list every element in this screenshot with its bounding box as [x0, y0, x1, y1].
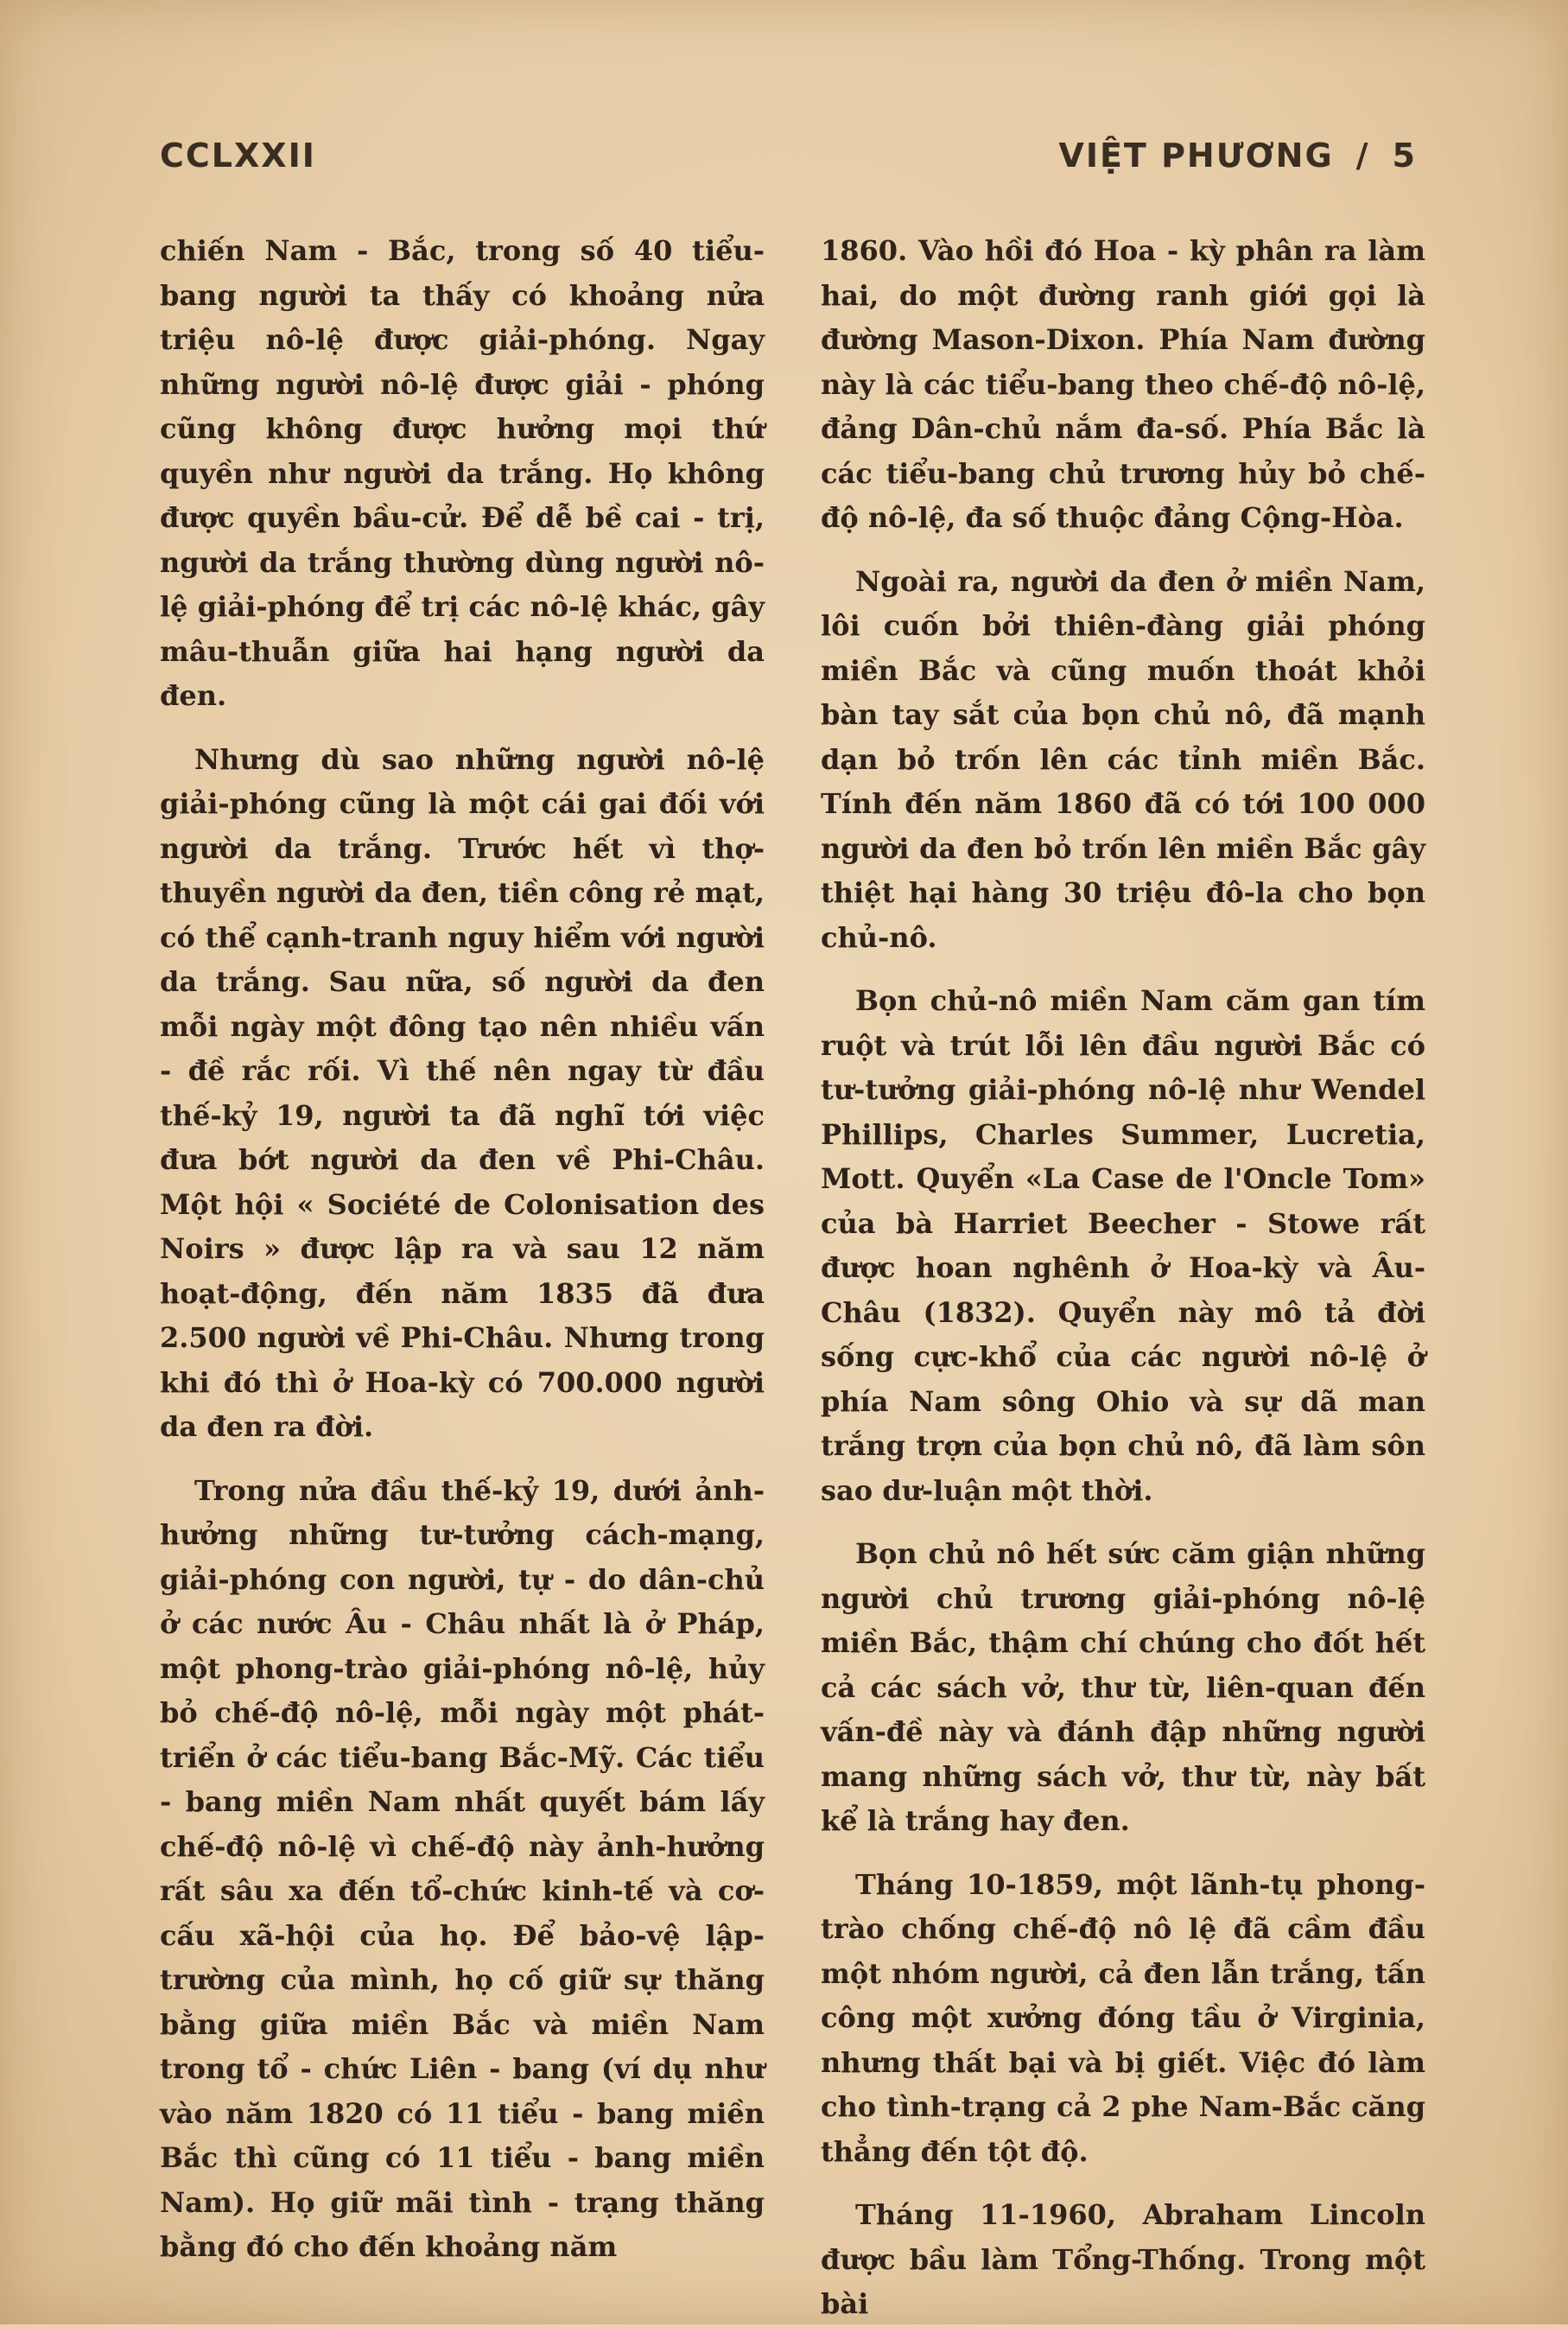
page-code: CCLXXII: [160, 137, 316, 175]
right-column: [821, 229, 1425, 2320]
header-right: [1058, 137, 1417, 175]
paragraph: Trong nửa đầu thế-kỷ 19, dưới ảnh-hưởng những tư-tưởng cách-mạng, giải-phóng con người, tự - do dân-chủ ở các nước Âu - Châu nhất là ở Pháp, một phong-trào giải-phóng nô-lệ, hủy bỏ chế-độ nô-lệ, mỗi ngày một phát-triển ở các tiểu-bang Bắc-Mỹ. Các tiểu - bang miền Nam nhất quyết bám lấy chế-độ nô-lệ vì chế-độ này ảnh-hưởng rất sâu xa đến tổ-chức kinh-tế và cơ-cấu xã-hội của họ. Để bảo-vệ lập-trường của mình, họ cố giữ sự thăng bằng giữa miền Bắc và miền Nam trong tổ - chức Liên - bang (ví dụ như vào năm 1820 có 11 tiểu - bang miền Bắc thì cũng có 11 tiểu - bang miền Nam). Họ giữ mãi tình - trạng thăng bằng đó cho đến khoảng năm: [160, 1473, 765, 2263]
left-column: [160, 229, 765, 2277]
header-separator: /: [1355, 137, 1370, 175]
page-number: 5: [1392, 137, 1417, 175]
paragraph: chiến Nam - Bắc, trong số 40 tiểu-bang người ta thấy có khoảng nửa triệu nô-lệ được giải-phóng. Ngay những người nô-lệ được giải - phóng cũng không được hưởng mọi thứ quyền như người da trắng. Họ không được quyền bầu-cử. Để dễ bề cai - trị, người da trắng thường dùng người nô-lệ giải-phóng để trị các nô-lệ khác, gây mâu-thuẫn giữa hai hạng người da đen.: [160, 234, 765, 712]
paragraph: 1860. Vào hồi đó Hoa - kỳ phân ra làm hai, do một đường ranh giới gọi là đường Mason-Dixon. Phía Nam đường này là các tiểu-bang theo chế-độ nô-lệ, đảng Dân-chủ nắm đa-số. Phía Bắc là các tiểu-bang chủ trương hủy bỏ chế-độ nô-lệ, đa số thuộc đảng Cộng-Hòa.: [821, 234, 1425, 534]
publication-title: VIỆT PHƯƠNG: [1058, 137, 1334, 175]
paragraph: Tháng 11-1960, Abraham Lincoln được bầu làm Tổng-Thống. Trong một bài: [821, 2198, 1425, 2320]
paragraph: Bọn chủ-nô miền Nam căm gan tím ruột và trút lỗi lên đầu người Bắc có tư-tưởng giải-phóng nô-lệ như Wendel Phillips, Charles Summer, Lucretia, Mott. Quyển «La Case de l'Oncle Tom» của bà Harriet Beecher - Stowe rất được hoan nghênh ở Hoa-kỳ và Âu-Châu (1832). Quyển này mô tả đời sống cực-khổ của các người nô-lệ ở phía Nam sông Ohio và sự dã man trắng trợn của bọn chủ nô, đã làm sôn sao dư-luận một thời.: [821, 984, 1425, 1507]
paragraph: Ngoài ra, người da đen ở miền Nam, lôi cuốn bởi thiên-đàng giải phóng miền Bắc và cũng muốn thoát khỏi bàn tay sắt của bọn chủ nô, đã mạnh dạn bỏ trốn lên các tỉnh miền Bắc. Tính đến năm 1860 đã có tới 100 000 người da đen bỏ trốn lên miền Bắc gây thiệt hại hàng 30 triệu đô-la cho bọn chủ-nô.: [821, 564, 1425, 954]
paragraph: Tháng 10-1859, một lãnh-tụ phong-trào chống chế-độ nô lệ đã cầm đầu một nhóm người, cả đen lẫn trắng, tấn công một xưởng đóng tầu ở Virginia, nhưng thất bại và bị giết. Việc đó làm cho tình-trạng cả 2 phe Nam-Bắc căng thẳng đến tột độ.: [821, 1867, 1425, 2168]
page-header: [160, 130, 1417, 181]
paragraph: Bọn chủ nô hết sức căm giận những người chủ trương giải-phóng nô-lệ miền Bắc, thậm chí chúng cho đốt hết cả các sách vở, thư từ, liên-quan đến vấn-đề này và đánh đập những người mang những sách vở, thư từ, này bất kể là trắng hay đen.: [821, 1537, 1425, 1837]
text-columns: [160, 229, 1425, 2320]
paragraph: Nhưng dù sao những người nô-lệ giải-phóng cũng là một cái gai đối với người da trắng. Trước hết vì thợ-thuyền người da đen, tiền công rẻ mạt, có thể cạnh-tranh nguy hiểm với người da trắng. Sau nữa, số người da đen mỗi ngày một đông tạo nên nhiều vấn - đề rắc rối. Vì thế nên ngay từ đầu thế-kỷ 19, người ta đã nghĩ tới việc đưa bớt người da đen về Phi-Châu. Một hội « Société de Colonisation des Noirs » được lập ra và sau 12 năm hoạt-động, đến năm 1835 đã đưa 2.500 người về Phi-Châu. Nhưng trong khi đó thì ở Hoa-kỳ có 700.000 người da đen ra đời.: [160, 742, 765, 1443]
